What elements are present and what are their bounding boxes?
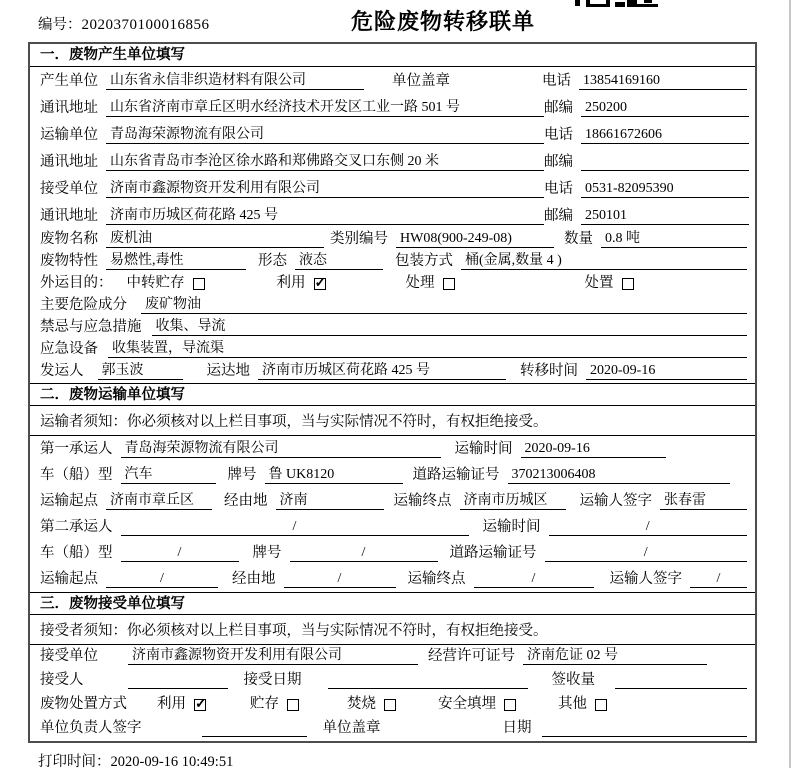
form-number-label: 编号： xyxy=(38,17,82,33)
field-value: 液态 xyxy=(295,252,383,270)
field-label: 运输终点 xyxy=(407,571,466,587)
checkbox-label: 处理 xyxy=(405,275,435,291)
field-label: 车（船）型 xyxy=(40,467,113,483)
checkbox-label: 其他 xyxy=(558,696,587,712)
field-value: 250101 xyxy=(581,207,749,225)
form-row xyxy=(30,121,755,148)
field-label: 电话 xyxy=(542,73,571,89)
form-row xyxy=(30,317,755,339)
field-value: 济南市历城区 xyxy=(460,492,566,510)
field-label: 第一承运人 xyxy=(40,441,113,457)
field-value: 山东省青岛市李沧区徐水路和郑佛路交叉口东侧 20 米 xyxy=(106,153,544,171)
field-value: 济南市鑫源物资开发利用有限公司 xyxy=(106,180,544,198)
checkbox-field xyxy=(250,696,299,713)
checkbox-label: 焚烧 xyxy=(347,696,376,712)
field-label: 牌号 xyxy=(227,467,257,483)
checkbox-label: 利用 xyxy=(276,275,306,291)
field-value xyxy=(615,671,747,689)
field-label: 废物处置方式 xyxy=(40,696,127,712)
form-row xyxy=(30,693,755,717)
field-label: 形态 xyxy=(258,253,287,269)
field-label: 邮编 xyxy=(544,208,573,224)
field-value xyxy=(328,671,528,689)
field-label: 经由地 xyxy=(224,493,268,509)
field-label: 运输时间 xyxy=(454,441,513,457)
field-value: 济南危证 02 号 xyxy=(523,647,707,665)
form-row xyxy=(30,462,755,488)
field-label: 单位盖章 xyxy=(392,73,450,89)
field-label: 通讯地址 xyxy=(40,154,98,170)
field-value: 0.8 吨 xyxy=(601,230,747,248)
field-value: 250200 xyxy=(581,99,749,117)
field-value xyxy=(542,719,748,737)
checkbox xyxy=(504,699,516,711)
field-label: 经营许可证号 xyxy=(428,648,515,664)
field-value: HW08(900-249-08) xyxy=(396,230,554,248)
form-row xyxy=(30,175,755,202)
form-row xyxy=(30,295,755,317)
checkbox-label: 处置 xyxy=(584,275,614,291)
form-row xyxy=(30,67,755,94)
field-label: 运输起点 xyxy=(40,571,98,587)
checkbox-field xyxy=(277,275,326,292)
field-value: 18661672606 xyxy=(581,126,749,144)
field-value: 山东省济南市章丘区明水经济技术开发区工业一路 501 号 xyxy=(106,99,544,117)
checkbox xyxy=(287,699,299,711)
field-label: 禁忌与应急措施 xyxy=(40,319,142,335)
checkbox-field xyxy=(438,696,516,713)
field-label: 主要危险成分 xyxy=(40,297,127,313)
checkbox-field xyxy=(127,275,205,292)
checkbox-label: 安全填埋 xyxy=(438,696,496,712)
field-label: 电话 xyxy=(544,127,573,143)
form-number-value: 2020370100016856 xyxy=(81,17,210,33)
checkbox xyxy=(595,699,607,711)
checkbox xyxy=(384,699,396,711)
field-label: 单位盖章 xyxy=(322,720,381,736)
notice-text: 接受者须知：你必须核对以上栏目事项，当与实际情况不符时，有权拒绝接受。 xyxy=(30,615,755,645)
field-value: 济南市章丘区 xyxy=(106,492,212,510)
field-value: 济南市历城区荷花路 425 号 xyxy=(106,207,544,225)
field-value: / xyxy=(690,570,747,588)
form-row xyxy=(30,251,755,273)
field-value xyxy=(581,153,749,171)
form-row xyxy=(30,94,755,121)
field-value: / xyxy=(106,570,218,588)
field-label: 接受单位 xyxy=(40,181,98,197)
form-row xyxy=(30,148,755,175)
field-label: 运输人签字 xyxy=(579,493,652,509)
form-row xyxy=(30,669,755,693)
form-row xyxy=(30,202,755,229)
print-time-label: 打印时间： xyxy=(38,754,111,768)
checkbox-field xyxy=(157,696,206,713)
field-value: / xyxy=(121,544,239,562)
field-label: 接受人 xyxy=(40,672,84,688)
field-value: 13854169160 xyxy=(579,72,747,90)
field-label: 运输时间 xyxy=(482,519,541,535)
field-label: 包装方式 xyxy=(395,253,453,269)
field-value: 济南市历城区荷花路 425 号 xyxy=(258,362,506,380)
print-time-value: 2020-09-16 10:49:51 xyxy=(110,754,234,768)
field-label: 数量 xyxy=(564,231,593,247)
field-label: 邮编 xyxy=(544,154,573,170)
field-value: / xyxy=(545,544,748,562)
form-row xyxy=(30,514,755,540)
field-label: 电话 xyxy=(544,181,573,197)
field-label: 经由地 xyxy=(232,571,276,587)
field-label: 废物特性 xyxy=(40,253,98,269)
field-value: 张春雷 xyxy=(660,492,747,510)
qr-code-fragment xyxy=(575,0,665,8)
field-value: 易燃性,毒性 xyxy=(106,252,246,270)
field-label: 单位负责人签字 xyxy=(40,720,142,736)
field-value: / xyxy=(121,518,469,536)
form-row xyxy=(30,566,755,592)
checkbox xyxy=(314,278,326,290)
field-label: 牌号 xyxy=(252,545,282,561)
checkbox xyxy=(443,278,455,290)
field-label: 类别编号 xyxy=(330,231,388,247)
field-label: 通讯地址 xyxy=(40,208,98,224)
field-value: / xyxy=(474,570,594,588)
field-value: 收集装置，导流渠 xyxy=(108,340,747,358)
field-value: 桶(金属,数量 4 ) xyxy=(461,252,747,270)
checkbox-label: 中转贮存 xyxy=(126,275,185,291)
field-value xyxy=(202,719,307,737)
field-value: 山东省永信非织造材料有限公司 xyxy=(106,72,364,90)
field-label: 废物名称 xyxy=(40,231,98,247)
form-row xyxy=(30,273,755,295)
field-value: / xyxy=(549,518,748,536)
field-value: 370213006408 xyxy=(508,466,730,484)
section-title: 三．废物接受单位填写 xyxy=(30,592,755,615)
field-label: 接受日期 xyxy=(243,672,302,688)
field-label: 运输起点 xyxy=(40,493,98,509)
checkbox-field xyxy=(406,275,455,292)
checkbox-field xyxy=(558,696,607,713)
field-value xyxy=(128,671,228,689)
checkbox xyxy=(622,278,634,290)
form-row xyxy=(30,645,755,669)
field-value: 废矿物油 xyxy=(141,296,747,314)
checkbox-field xyxy=(585,275,634,292)
field-label: 发运人 xyxy=(40,363,84,379)
field-value: 青岛海荣源物流有限公司 xyxy=(121,440,441,458)
form-box xyxy=(28,42,757,743)
field-label: 运输单位 xyxy=(40,127,98,143)
form-row xyxy=(30,436,755,462)
checkbox-label: 贮存 xyxy=(250,696,279,712)
form-row xyxy=(30,339,755,361)
print-time xyxy=(38,750,796,768)
field-label: 运输人签字 xyxy=(609,571,682,587)
field-label: 签收量 xyxy=(551,672,595,688)
field-value: 鲁 UK8120 xyxy=(265,466,403,484)
field-label: 应急设备 xyxy=(40,341,98,357)
checkbox xyxy=(194,699,206,711)
field-label: 运达地 xyxy=(206,363,250,379)
field-value: 2020-09-16 xyxy=(521,440,666,458)
notice-text: 运输者须知：你必须核对以上栏目事项，当与实际情况不符时，有权拒绝接受。 xyxy=(30,406,755,436)
form-row xyxy=(30,717,755,741)
form-row xyxy=(30,488,755,514)
field-label: 道路运输证号 xyxy=(449,545,537,561)
form-row xyxy=(30,361,755,383)
field-value: 济南市鑫源物资开发利用有限公司 xyxy=(128,647,418,665)
field-label: 日期 xyxy=(502,720,532,736)
field-label: 外运目的： xyxy=(40,275,113,291)
field-value: 青岛海荣源物流有限公司 xyxy=(106,126,544,144)
section-3 xyxy=(30,592,755,741)
page-title: 危险废物转移联单 xyxy=(350,9,535,34)
field-label: 车（船）型 xyxy=(40,545,113,561)
field-value: 济南 xyxy=(276,492,384,510)
form-row xyxy=(30,229,755,251)
field-label: 道路运输证号 xyxy=(412,467,500,483)
field-label: 第二承运人 xyxy=(40,519,113,535)
field-value: 2020-09-16 xyxy=(586,362,747,380)
field-value: / xyxy=(290,544,438,562)
field-label: 邮编 xyxy=(544,100,573,116)
field-value: 收集、导流 xyxy=(152,318,748,336)
checkbox-field xyxy=(347,696,396,713)
field-label: 运输终点 xyxy=(393,493,452,509)
field-value: / xyxy=(284,570,396,588)
checkbox xyxy=(193,278,205,290)
field-label: 通讯地址 xyxy=(40,100,98,116)
section-2 xyxy=(30,383,755,592)
section-title: 二．废物运输单位填写 xyxy=(30,383,755,406)
section-title: 一．废物产生单位填写 xyxy=(30,44,755,67)
section-1 xyxy=(30,44,755,383)
checkbox-label: 利用 xyxy=(157,696,186,712)
field-label: 产生单位 xyxy=(40,73,98,89)
page-right-edge xyxy=(789,0,791,768)
form-row xyxy=(30,540,755,566)
field-label: 转移时间 xyxy=(520,363,578,379)
field-value: 0531-82095390 xyxy=(581,180,749,198)
field-value: 汽车 xyxy=(121,466,216,484)
page-header xyxy=(0,0,796,42)
field-value: 废机油 xyxy=(106,230,324,248)
field-value: 郭玉波 xyxy=(98,362,183,380)
field-label: 接受单位 xyxy=(40,648,98,664)
